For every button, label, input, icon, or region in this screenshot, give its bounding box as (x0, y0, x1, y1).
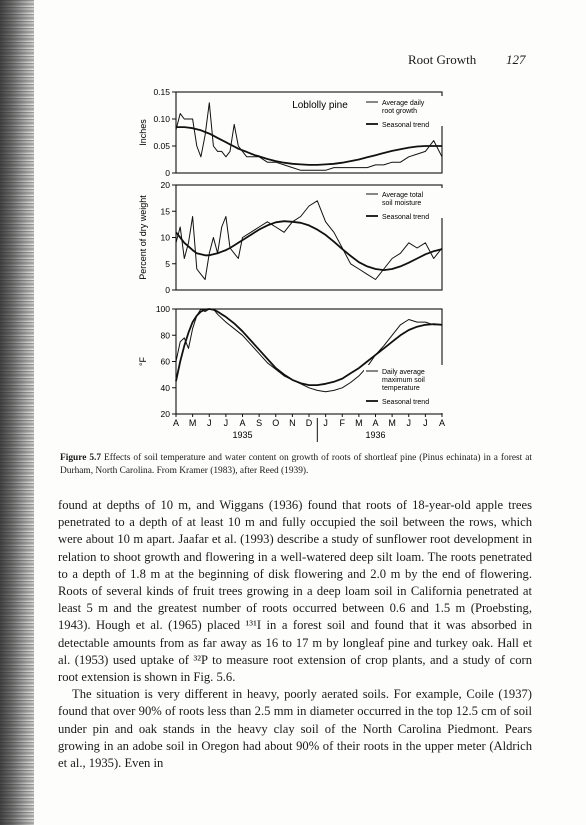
x-tick-label-month: S (256, 418, 263, 428)
figure-caption-text: Effects of soil temperature and water content on growth of roots of shortleaf pine (Pinus echinata) in a forest at Durham, North Carolina. From Kramer (1983), after Reed (1939). (60, 453, 532, 476)
body-text (58, 497, 532, 772)
y-tick-label: 20 (160, 180, 170, 190)
y-axis-label: °F (138, 356, 148, 367)
x-tick-label-month: J (406, 418, 411, 428)
x-tick-label-month: M (355, 418, 363, 428)
x-year-label: 1936 (365, 430, 386, 440)
legend-label: Average total (382, 192, 424, 199)
legend-label: Seasonal trend (382, 214, 430, 221)
y-tick-label: 0.15 (153, 87, 170, 97)
y-axis-label: Inches (138, 119, 148, 146)
legend-label: Average daily (382, 100, 425, 107)
y-tick-label: 20 (160, 409, 170, 419)
legend-label: soil moisture (382, 200, 422, 207)
legend-label: Seasonal trend (382, 122, 430, 129)
x-tick-label-month: M (188, 418, 197, 428)
x-tick-label-month: A (239, 418, 246, 428)
x-tick-label-month: A (438, 418, 446, 428)
legend-label: maximum soil (382, 377, 425, 384)
y-tick-label: 5 (165, 258, 170, 269)
figure-caption-label: Figure 5.7 (60, 453, 102, 463)
y-tick-label: 15 (160, 206, 170, 217)
legend-label: Daily average (382, 369, 425, 376)
x-tick-label-month: A (172, 418, 180, 428)
page-number: 127 (506, 52, 526, 67)
y-axis-label: Percent of dry weight (138, 195, 148, 280)
x-tick-label-month: J (207, 418, 212, 428)
x-year-label: 1935 (232, 430, 253, 440)
y-tick-label: 0.10 (153, 114, 170, 124)
x-tick-label-month: D (305, 418, 313, 428)
running-head-title: Root Growth (408, 52, 477, 67)
y-tick-label: 60 (160, 356, 170, 367)
y-tick-label: 80 (160, 330, 170, 341)
x-tick-label-month: J (223, 418, 229, 428)
y-tick-label: 10 (160, 232, 170, 243)
y-tick-label: 100 (155, 304, 170, 314)
legend-label: Seasonal trend (382, 399, 430, 406)
y-tick-label: 0.05 (153, 141, 170, 151)
x-tick-label-month: O (272, 418, 280, 428)
legend-label: root growth (382, 108, 418, 115)
x-tick-label-month: A (372, 418, 379, 428)
figure-caption (60, 452, 532, 478)
book-spine-shadow (0, 0, 34, 825)
paragraph-2: The situation is very different in heavy, poorly aerated soils. For example, Coile (1937) found that over 90% of roots less than 2.5 mm in diameter occurred in the top 12.5 cm of soil under pin and oak stands in the heavy clay soil of the North Carolina Piedmont. Pears growing in an adobe soil in Oregon had about 90% of their roots in the upper meter (Aldrich et al., 1935). Even in (58, 687, 532, 771)
x-tick-label-month: F (339, 418, 345, 428)
panel-label: Loblolly pine (292, 100, 348, 111)
y-tick-label: 0 (165, 285, 170, 295)
figure-5-7 (130, 84, 460, 446)
x-tick-label-month: J (423, 418, 428, 428)
y-tick-label: 0 (165, 168, 170, 178)
paragraph-1: found at depths of 10 m, and Wiggans (1936) found that roots of 18-year-old apple trees penetrated to a depth of at least 10 m and fully occupied the soil between the rows, which were about 10 m apart. Jaafar et al. (1993) describe a study of sunflower root development in relation to shoot growth and flowering in a well-watered deep silt loam. The roots penetrated to a depth of 1.8 m at the beginning of disk flowering and 2.0 m by the end of flowering. Roots of several kinds of fruit trees growing in a deep loam soil in California penetrated at least 5 m and the greatest number of roots occurred between 0.6 and 1.5 m (Proebsting, 1943). Hough et al. (1965) placed ¹³¹I in a forest soil and found that it was absorbed in detectable amounts from as far away as 16 to 17 m by longleaf pine and turkey oak. Hall et al. (1953) used uptake of ³²P to measure root extension of crop plants, and a study of corn root extension is shown in Fig. 5.6. (58, 498, 532, 685)
series-line-seasonal-trend (176, 127, 442, 165)
x-tick-label-month: M (388, 418, 396, 428)
y-tick-label: 40 (160, 382, 170, 393)
x-tick-label-month: J (323, 418, 328, 428)
x-tick-label-month: N (289, 418, 296, 428)
legend-label: temperature (382, 385, 420, 392)
